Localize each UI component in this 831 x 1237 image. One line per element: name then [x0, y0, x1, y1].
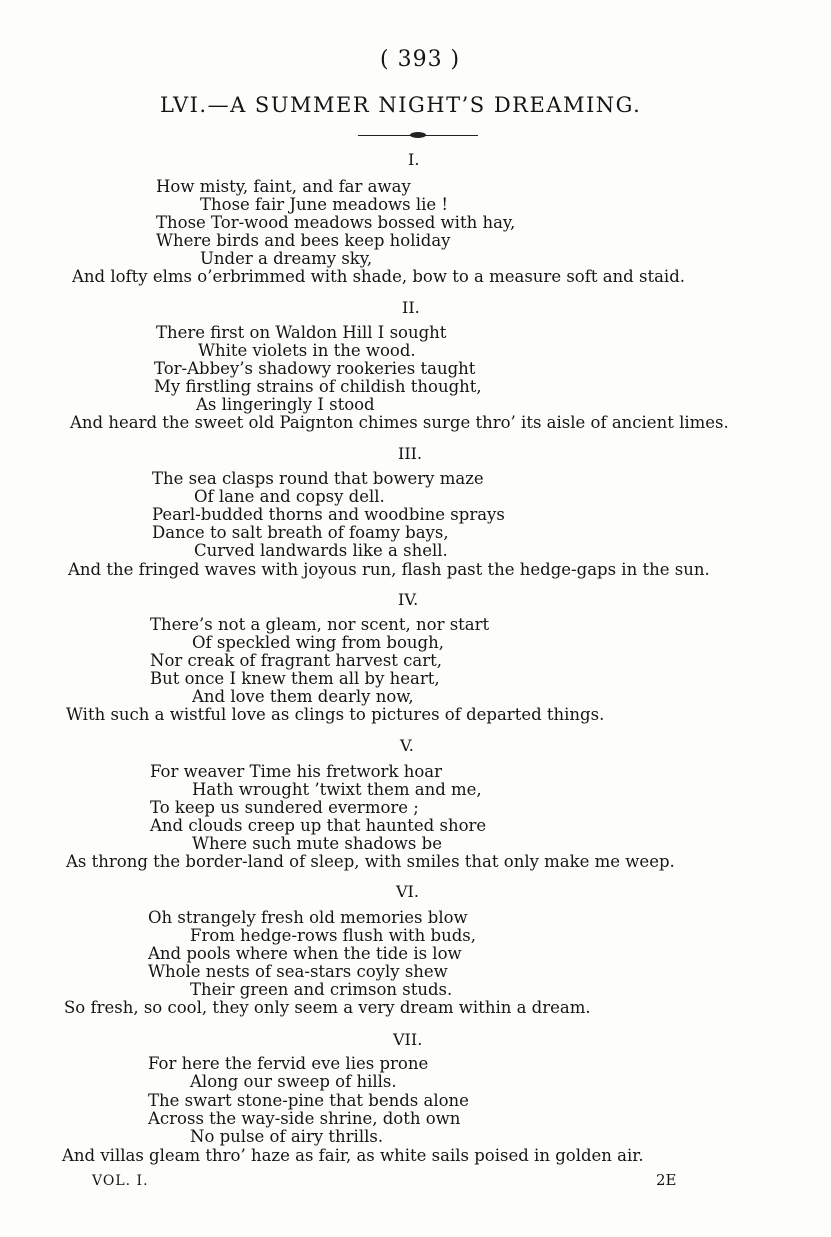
verse-line: But once I knew them all by heart, — [150, 669, 440, 688]
verse-line: My firstling strains of childish thought, — [154, 377, 482, 396]
verse-line: And lofty elms o’erbrimmed with shade, bow to a measure soft and staid. — [72, 267, 686, 286]
verse-line: And clouds creep up that haunted shore — [150, 816, 487, 835]
verse-line: And the fringed waves with joyous run, flash past the hedge-gaps in the sun. — [68, 560, 710, 579]
verse-line: Those Tor-wood meadows bossed with hay, — [156, 213, 516, 232]
verse-line: The sea clasps round that bowery maze — [152, 469, 484, 488]
verse-line: Their green and crimson studs. — [190, 980, 453, 999]
verse-line: Dance to salt breath of foamy bays, — [152, 523, 449, 542]
verse-line: To keep us sundered evermore ; — [150, 798, 419, 817]
signature-mark: 2E — [656, 1171, 677, 1189]
verse-line: Of lane and copsy dell. — [194, 487, 385, 506]
stanza-numeral: VII. — [393, 1030, 423, 1049]
verse-line: Along our sweep of hills. — [190, 1072, 397, 1091]
verse-line: From hedge-rows flush with buds, — [190, 926, 477, 945]
verse-line: Tor-Abbey’s shadowy rookeries taught — [154, 359, 476, 378]
page-number: ( 393 ) — [380, 47, 461, 72]
verse-line: So fresh, so cool, they only seem a very dream within a dream. — [64, 998, 591, 1017]
verse-line: There first on Waldon Hill I sought — [156, 323, 447, 342]
stanza-numeral: III. — [398, 444, 423, 463]
volume-label: VOL. I. — [92, 1173, 149, 1189]
title-divider — [358, 135, 478, 136]
verse-line: Curved landwards like a shell. — [194, 541, 448, 560]
verse-line: The swart stone-pine that bends alone — [148, 1091, 469, 1110]
verse-line: Whole nests of sea-stars coyly shew — [148, 962, 448, 981]
verse-line: Across the way-side shrine, doth own — [148, 1109, 461, 1128]
verse-line: Where birds and bees keep holiday — [156, 231, 451, 250]
verse-line: And love them dearly now, — [192, 687, 414, 706]
verse-line: No pulse of airy thrills. — [190, 1127, 384, 1146]
verse-line: As lingeringly I stood — [196, 395, 375, 414]
verse-line: And villas gleam thro’ haze as fair, as white sails poised in golden air. — [62, 1146, 644, 1165]
stanza-numeral: V. — [400, 736, 414, 755]
verse-line: Nor creak of fragrant harvest cart, — [150, 651, 443, 670]
verse-line: And pools where when the tide is low — [148, 944, 462, 963]
stanza-numeral: IV. — [398, 590, 419, 609]
verse-line: And heard the sweet old Paignton chimes surge thro’ its aisle of ancient limes. — [70, 413, 729, 432]
stanza-numeral: I. — [408, 150, 420, 169]
verse-line: Pearl-budded thorns and woodbine sprays — [152, 505, 505, 524]
verse-line: Of speckled wing from bough, — [192, 633, 444, 652]
verse-line: Under a dreamy sky, — [200, 249, 373, 268]
verse-line: There’s not a gleam, nor scent, nor start — [150, 615, 490, 634]
verse-line: Oh strangely fresh old memories blow — [148, 908, 468, 927]
verse-line: With such a wistful love as clings to pictures of departed things. — [66, 705, 605, 724]
verse-line: Those fair June meadows lie ! — [200, 195, 449, 214]
verse-line: Where such mute shadows be — [192, 834, 442, 853]
stanza-numeral: VI. — [396, 882, 419, 901]
verse-line: As throng the border-land of sleep, with smiles that only make me weep. — [66, 852, 675, 871]
poem-title: LVI.—A SUMMER NIGHT’S DREAMING. — [160, 93, 642, 117]
verse-line: Hath wrought ’twixt them and me, — [192, 780, 482, 799]
verse-line: For here the fervid eve lies prone — [148, 1054, 429, 1073]
verse-line: For weaver Time his fretwork hoar — [150, 762, 442, 781]
divider-ornament — [410, 132, 426, 138]
stanza-numeral: II. — [402, 298, 420, 317]
verse-line: White violets in the wood. — [198, 341, 416, 360]
verse-line: How misty, faint, and far away — [156, 177, 411, 196]
